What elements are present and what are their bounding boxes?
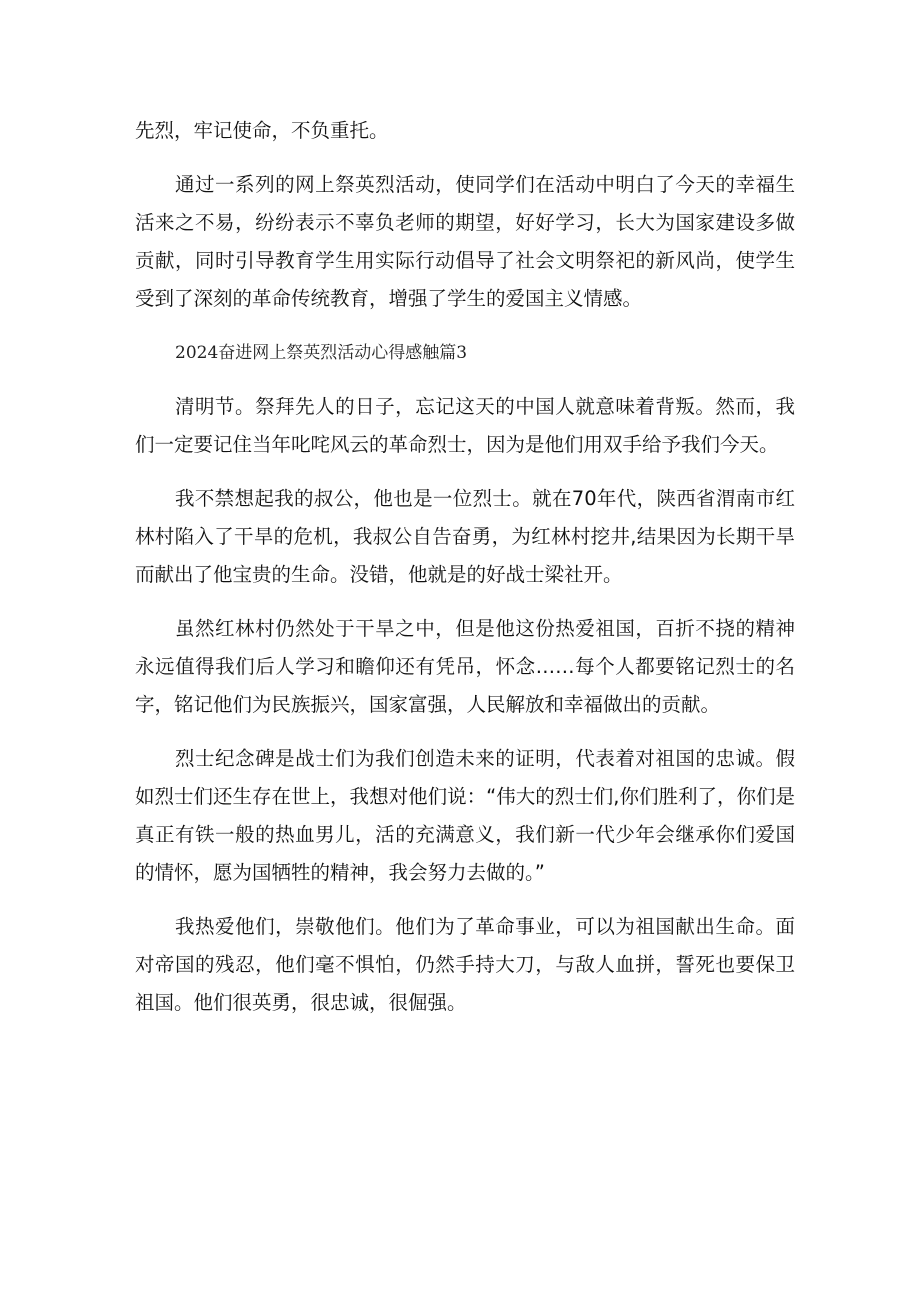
paragraph: 烈士纪念碑是战士们为我们创造未来的证明，代表着对祖国的忠诚。假如烈士们还生存在世上，我想对他们说：“伟大的烈士们,你们胜利了，你们是真正有铁一般的热血男儿，活的充满意义，我们新一代少年会继承你们爱国的情怀，愿为国牺牲的精神，我会努力去做的。”	[135, 747, 795, 884]
document-body	[135, 112, 795, 1038]
section-heading: 2024奋进网上祭英烈活动心得感触篇3	[175, 343, 468, 363]
paragraph: 我热爱他们，崇敬他们。他们为了革命事业，可以为祖国献出生命。面对帝国的残忍，他们毫不惧怕，仍然手持大刀，与敌人血拼，誓死也要保卫祖国。他们很英勇，很忠诚，很倔强。	[135, 915, 795, 1014]
paragraph: 虽然红林村仍然处于干旱之中，但是他这份热爱祖国，百折不挠的精神永远值得我们后人学习和瞻仰还有凭吊，怀念……每个人都要铭记烈士的名字，铭记他们为民族振兴，国家富强，人民解放和幸福做出的贡献。	[135, 617, 795, 716]
paragraph: 清明节。祭拜先人的日子，忘记这天的中国人就意味着背叛。然而，我们一定要记住当年叱咤风云的革命烈士，因为是他们用双手给予我们今天。	[135, 395, 795, 456]
paragraph-continuation: 先烈，牢记使命，不负重托。	[135, 119, 389, 142]
paragraph: 通过一系列的网上祭英烈活动，使同学们在活动中明白了今天的幸福生活来之不易，纷纷表示不辜负老师的期望，好好学习，长大为国家建设多做贡献，同时引导教育学生用实际行动倡导了社会文明祭祀的新风尚，使学生受到了深刻的革命传统教育，增强了学生的爱国主义情感。	[135, 173, 795, 310]
paragraph: 我不禁想起我的叔公，他也是一位烈士。就在70年代，陕西省渭南市红林村陷入了干旱的危机，我叔公自告奋勇，为红林村挖井,结果因为长期干旱而献出了他宝贵的生命。没错，他就是的好战士梁社开。	[135, 487, 795, 586]
